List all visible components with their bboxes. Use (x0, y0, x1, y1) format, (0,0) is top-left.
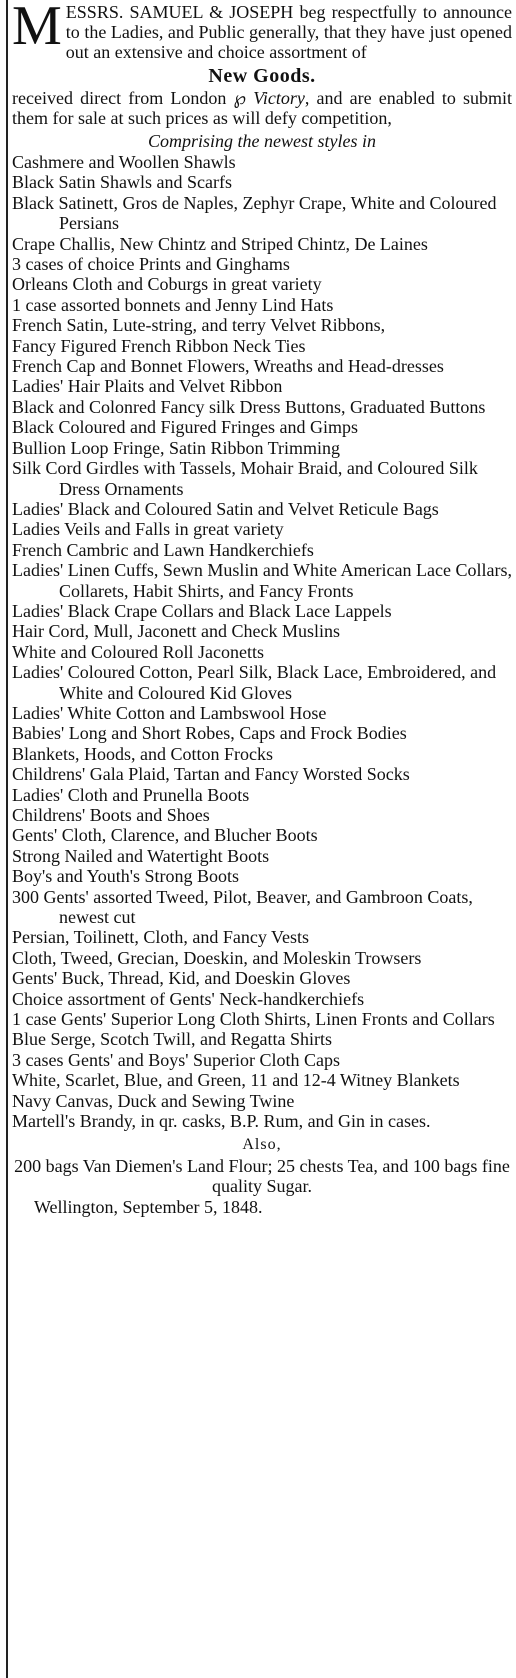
drop-cap: M (12, 0, 62, 57)
list-item: French Satin, Lute-string, and terry Velvet Ribbons, (12, 315, 386, 336)
list-item: Fancy Figured French Ribbon Neck Ties (12, 335, 306, 356)
closing-paragraph: 200 bags Van Diemen's Land Flour; 25 chests Tea, and 100 bags fine quality Sugar. (14, 1155, 510, 1196)
list-item: Choice assortment of Gents' Neck-handkerchiefs (12, 988, 365, 1009)
list-item: Ladies' Black Crape Collars and Black Lace Lappels (12, 600, 392, 621)
list-item: Blankets, Hoods, and Cotton Frocks (12, 743, 273, 764)
per-symbol: ℘ (233, 88, 247, 108)
list-item: Hair Cord, Mull, Jaconett and Check Muslins (12, 621, 340, 642)
list-item: Ladies' Coloured Cotton, Pearl Silk, Black Lace, Embroidered, and White and Coloured Kid Gloves (12, 662, 497, 703)
list-item: Black Coloured and Figured Fringes and Gimps (12, 417, 358, 438)
list-item: Black and Colonred Fancy silk Dress Buttons, Graduated Buttons (12, 396, 486, 417)
body-text-pre: received direct from London (12, 88, 234, 108)
column-rule (6, 0, 8, 1678)
body-text-post: , and are enabled to submit them for sale at such prices as will defy competition, (12, 88, 512, 128)
advertisement (12, 0, 512, 1218)
list-item: Strong Nailed and Watertight Boots (12, 845, 270, 866)
body-paragraph (12, 88, 512, 128)
list-item: Black Satinett, Gros de Naples, Zephyr Crape, White and Coloured Persians (12, 192, 497, 234)
list-item: Ladies' Cloth and Prunella Boots (12, 784, 250, 805)
list-item: Boy's and Youth's Strong Boots (12, 866, 240, 887)
list-item: Silk Cord Girdles with Tassels, Mohair Braid, and Coloured Silk Dress Ornaments (12, 458, 478, 499)
list-item: Crape Challis, New Chintz and Striped Chintz, De Laines (12, 233, 428, 254)
list-item: Ladies Veils and Falls in great variety (12, 519, 284, 540)
list-item: French Cambric and Lawn Handkerchiefs (12, 539, 314, 560)
list-item: Martell's Brandy, in qr. casks, B.P. Rum, and Gin in cases. (12, 1111, 431, 1132)
list-item: Persian, Toilinett, Cloth, and Fancy Vests (12, 927, 310, 948)
list-item: Navy Canvas, Duck and Sewing Twine (12, 1090, 295, 1111)
list-subhead: Comprising the newest styles in (148, 131, 376, 151)
list-item: 300 Gents' assorted Tweed, Pilot, Beaver, and Gambroon Coats, newest cut (12, 886, 473, 928)
list-item: French Cap and Bonnet Flowers, Wreaths and Head-dresses (12, 356, 444, 377)
list-item: Gents' Cloth, Clarence, and Blucher Boots (12, 825, 318, 846)
list-item: Childrens' Boots and Shoes (12, 805, 210, 825)
list-item: Ladies' Hair Plaits and Velvet Ribbon (12, 376, 283, 397)
advert-heading: New Goods. (208, 65, 316, 87)
list-item: Gents' Buck, Thread, Kid, and Doeskin Gloves (12, 968, 351, 989)
list-item: Cashmere and Woollen Shawls (12, 152, 236, 172)
list-item: Ladies' Linen Cuffs, Sewn Muslin and White American Lace Collars, Collarets, Habit Shirts, and Fancy Fronts (12, 560, 512, 601)
list-item: Black Satin Shawls and Scarfs (12, 172, 232, 193)
ship-name: Victory (246, 88, 305, 108)
list-item: Blue Serge, Scotch Twill, and Regatta Shirts (12, 1029, 333, 1050)
list-item: 3 cases of choice Prints and Ginghams (12, 254, 290, 275)
list-item: 1 case assorted bonnets and Jenny Lind Hats (12, 294, 334, 315)
also-heading: Also, (242, 1135, 282, 1153)
list-item: Ladies' Black and Coloured Satin and Velvet Reticule Bags (12, 498, 439, 519)
opening-paragraph (12, 2, 512, 62)
signoff-dateline: Wellington, September 5, 1848. (34, 1196, 263, 1217)
goods-list (12, 152, 512, 1132)
opening-text: ESSRS. SAMUEL & JOSEPH beg respectfully to announce to the Ladies, and Public generally, that they have just opened out an extensive and choice assortment of (65, 2, 512, 62)
list-item: Orleans Cloth and Coburgs in great variety (12, 274, 322, 295)
list-item: Childrens' Gala Plaid, Tartan and Fancy Worsted Socks (12, 764, 410, 785)
list-item: White, Scarlet, Blue, and Green, 11 and 12-4 Witney Blankets (12, 1070, 460, 1091)
list-item: Ladies' White Cotton and Lambswool Hose (12, 702, 327, 723)
list-item: Bullion Loop Fringe, Satin Ribbon Trimming (12, 437, 341, 458)
list-item: Cloth, Tweed, Grecian, Doeskin, and Moleskin Trowsers (12, 947, 422, 968)
list-item: White and Coloured Roll Jaconetts (12, 641, 264, 662)
list-item: 3 cases Gents' and Boys' Superior Cloth Caps (12, 1049, 340, 1070)
list-item: Babies' Long and Short Robes, Caps and Frock Bodies (12, 723, 407, 744)
list-item: 1 case Gents' Superior Long Cloth Shirts, Linen Fronts and Collars (12, 1009, 495, 1030)
